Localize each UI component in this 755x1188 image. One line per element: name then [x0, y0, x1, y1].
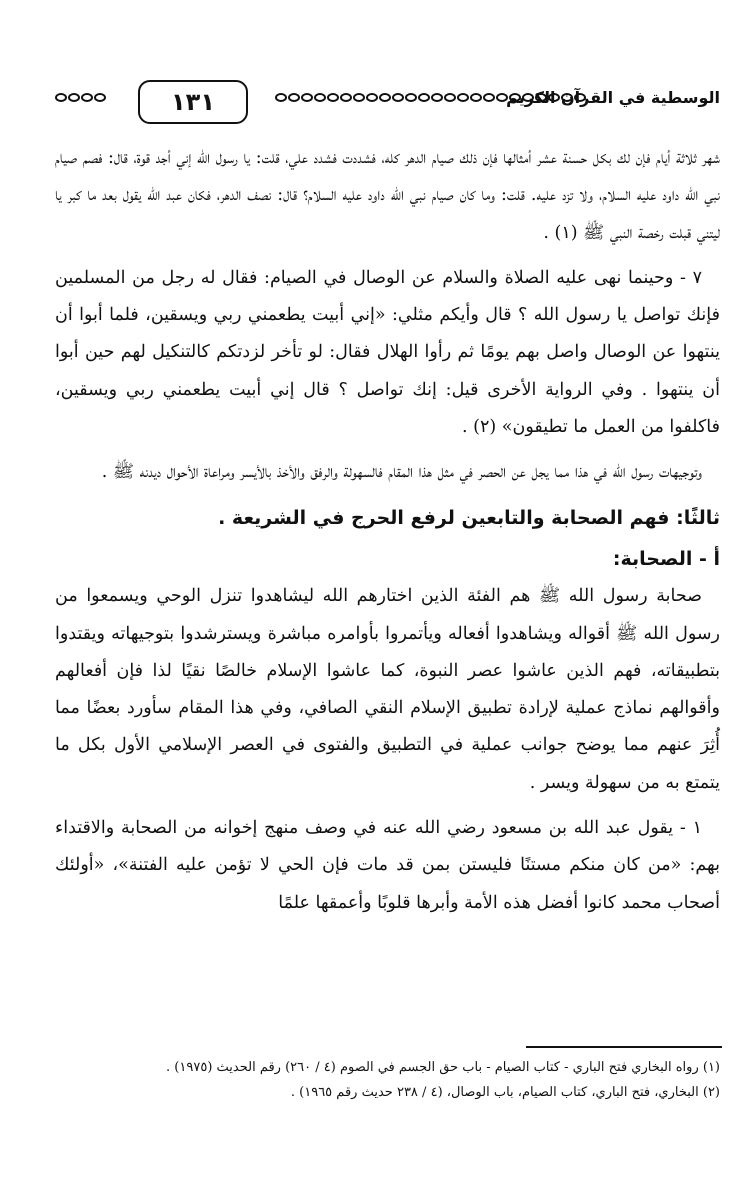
page-number: ١٣١ [138, 80, 248, 124]
footnote-1: (١) رواه البخاري فتح الباري - كتاب الصيام - باب حق الجسم في الصوم (٤ / ٢٦٠) رقم الحديث (١٩٧٥) . [166, 1060, 720, 1075]
paragraph: صحابة رسول الله ﷺ هم الفئة الذين اختارهم الله ليشاهدوا تنزل الوحي ويسمعوا من رسول الله ﷺ أقواله ويشاهدوا أفعاله ويأتمروا بأوامره مباشرة ويسترشدوا بتوجيهاته ويقتدوا بتطبيقاته، فهم الذين عاشوا عصر النبوة، كما عاشوا الإسلام خالصًا نقيًا لذا فإن أفعالهم وأقوالهم نماذج عملية لإرادة تطبيق الإسلام النقي الصافي، وفي هذا المقام سأورد بعضًا مما أُثِرَ عنهم مما يوضح جوانب عملية في التطبيق والفتوى في العصر الإسلامي الأول بكل ما يتمتع به من سهولة ويسر . [55, 586, 720, 793]
footnote-divider [526, 1046, 722, 1048]
paragraph: وتوجيهات رسول الله في هذا مما يجل عن الحصر في مثل هذا المقام فالسهولة والرفق والأخذ بالأيسر ومراعاة الأحوال ديدنه ﷺ . [101, 462, 702, 483]
page-header [55, 80, 720, 124]
footnote-2: (٢) البخاري، فتح الباري، كتاب الصيام، باب الوصال، (٤ / ٢٣٨ حديث رقم ١٩٦٥) . [290, 1085, 720, 1100]
paragraph: ١ - يقول عبد الله بن مسعود رضي الله عنه في وصف منهج إخوانه من الصحابة والاقتداء بهم: «من كان منكم مستنًا فليستن بمن قد مات فإن الحي لا تؤمن عليه الفتنة»، «أولئك أصحاب محمد كانوا أفضل هذه الأمة وأبرها قلوبًا وأعمقها علمًا [55, 818, 720, 913]
book-title: الوسطية في القرآن الكريم [506, 88, 720, 107]
subsection-heading: أ - الصحابة: [612, 547, 720, 570]
page-body [55, 140, 720, 930]
footnotes [55, 1055, 720, 1105]
paragraph: شهر ثلاثة أيام فإن لك بكل حسنة عشر أمثالها فإن ذلك صيام الدهر كله، فشددت فشدد علي، قلت: يا رسول الله إني أجد قوة، قال: فصم صيام نبي الله داود عليه السلام، ولا تزد عليه. قلت: وما كان صيام نبي الله داود عليه السلام؟ قال: نصف الدهر، فكان عبد الله يقول بعد ما كبر يا ليتني قبلت رخصة النبي ﷺ (١) . [55, 148, 720, 243]
header-ornament-left [55, 93, 106, 107]
header-ornament-middle [275, 93, 586, 107]
section-heading: ثالثًا: فهم الصحابة والتابعين لرفع الحرج في الشريعة . [218, 506, 720, 529]
paragraph: ٧ - وحينما نهى عليه الصلاة والسلام عن الوصال في الصيام: فقال له رجل من المسلمين فإنك تواصل يا رسول الله ؟ قال وأيكم مثلي: «إني أبيت يطعمني ربي ويسقين، فلما أبوا أن ينتهوا عن الوصال واصل بهم يومًا ثم رأوا الهلال فقال: لو تأخر لزدتكم كالتنكيل لهم حين أبوا أن ينتهوا . وفي الرواية الأخرى قيل: إنك تواصل ؟ قال إني أبيت يطعمني ربي ويسقين، فاكلفوا من العمل ما تطيقون» (٢) . [55, 267, 720, 438]
